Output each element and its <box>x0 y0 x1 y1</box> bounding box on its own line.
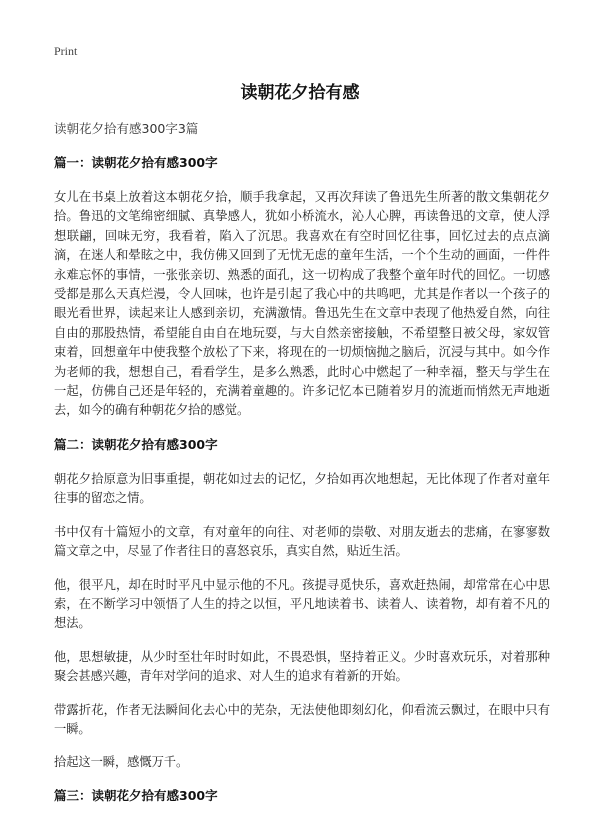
document-subtitle: 读朝花夕拾有感300字3篇 <box>54 121 199 136</box>
section-2-paragraph-6: 拾起这一瞬，感慨万千。 <box>54 755 189 770</box>
document-body <box>54 120 550 821</box>
section-2-paragraph-5: 带露折花，作者无法瞬间化去心中的芜杂，无法使他即刻幻化，仰看流云飘过，在眼中只有一瞬。 <box>54 702 550 736</box>
section-2-paragraph-1: 朝花夕拾原意为旧事重提，朝花如过去的记忆，夕拾如再次地想起，无比体现了作者对童年往事的留恋之情。 <box>54 471 550 506</box>
section-heading-2: 篇二：读朝花夕拾有感300字 <box>54 436 218 452</box>
section-2-paragraph-4: 他，思想敏捷，从少时至壮年时时如此，不畏恐惧，坚持着正义。少时喜欢玩乐，对着那种聚会甚感兴趣，青年对学问的追求、对人生的追求有着新的开始。 <box>54 649 550 684</box>
print-link[interactable]: Print <box>54 44 78 58</box>
section-1-paragraph-1: 女儿在书桌上放着这本朝花夕拾，顺手我拿起，又再次拜读了鲁迅先生所著的散文集朝花夕拾。鲁迅的文笔绵密细腻、真挚感人，犹如小桥流水，沁人心脾，再读鲁迅的文章，使人浮想联翩，回味无穷，我看着，陷入了沉思。我喜欢在有空时回忆往事，回忆过去的点点滴滴，在迷人和晕眩之中，我仿佛又回到了无忧无虑的童年生活，一个个生动的画面，一件件永难忘怀的事情，一张张亲切、熟悉的面孔，这一切构成了我整个童年时代的回忆。一切感受都是那么天真烂漫，令人回味，也许是引起了我心中的共鸣吧，尤其是作者以一个孩子的眼光看世界，读起来让人感到亲切，充满激情。鲁迅先生在文章中表现了他热爱自然，向往自由的那股热情，希望能自由自在地玩耍，与大自然亲密接触，不希望整日被父母，家奴管束着，回想童年中使我整个放松了下来，将现在的一切烦恼抛之脑后，沉浸与其中。如今作为老师的我，想想自己，看看学生，是多么熟悉，此时心中燃起了一种幸福，整天与学生在一起，仿佛自己还是年轻的，充满着童趣的。许多记忆本已随着岁月的流逝而悄然无声地逝去，如今的确有种朝花夕拾的感觉。 <box>54 190 550 418</box>
section-heading-3: 篇三：读朝花夕拾有感300字 <box>54 787 218 803</box>
section-2-paragraph-3: 他，很平凡，却在时时平凡中显示他的不凡。孩提寻觅快乐，喜欢赶热闹，却常常在心中思索，在不断学习中领悟了人生的持之以恒，平凡地读着书、读着人、读着物，却有着不凡的想法。 <box>54 577 550 631</box>
section-heading-1: 篇一：读朝花夕拾有感300字 <box>54 155 218 170</box>
section-2-paragraph-2: 书中仅有十篇短小的文章，有对童年的向往、对老师的崇敬、对朋友逝去的悲痛，在寥寥数篇文章之中，尽显了作者往日的喜怒哀乐，真实自然，贴近生活。 <box>54 524 550 559</box>
document-title: 读朝花夕拾有感 <box>240 83 360 103</box>
